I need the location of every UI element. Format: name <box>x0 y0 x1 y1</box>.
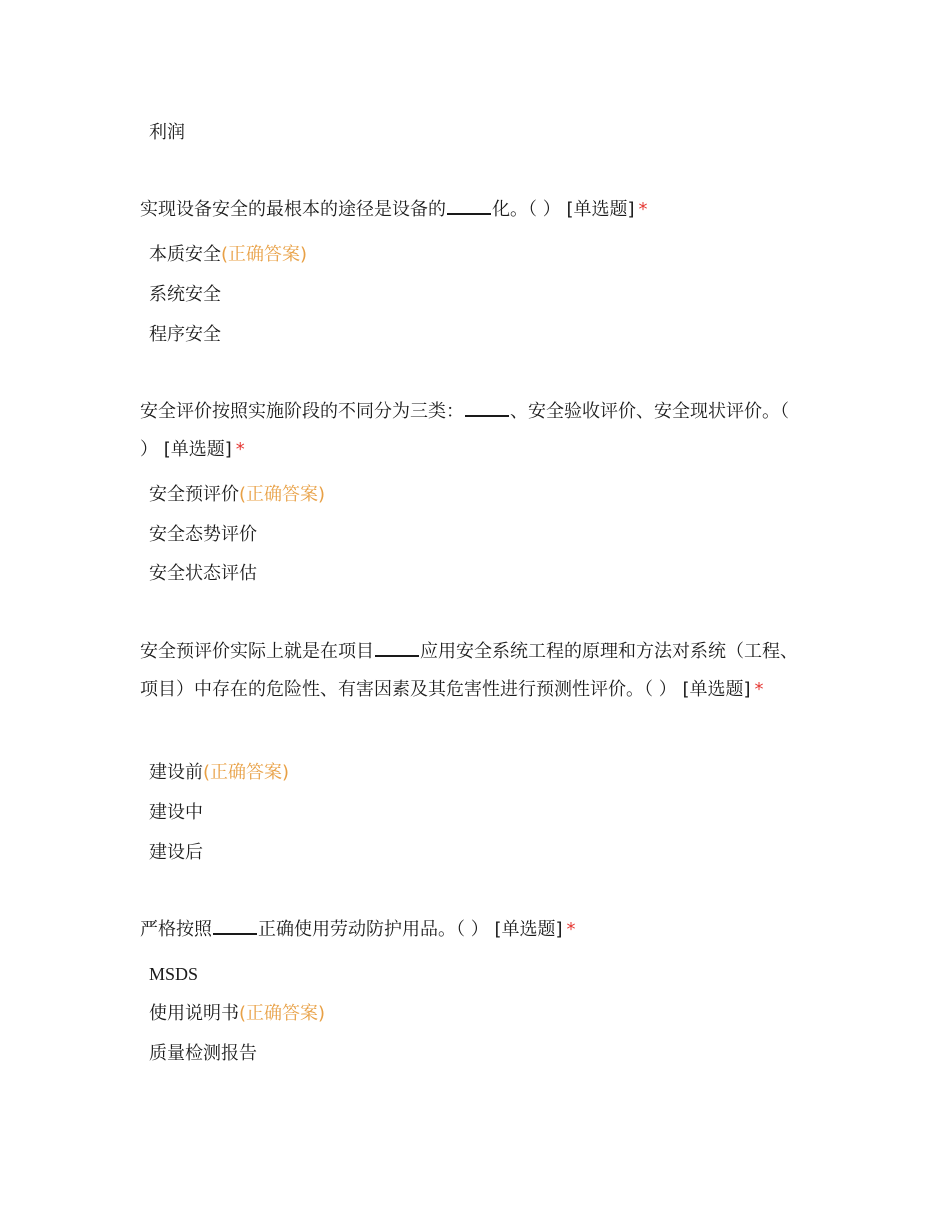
question-type-tag: [单选题] <box>494 919 563 940</box>
question-text-after: 正确使用劳动防护用品。（ ） <box>258 919 489 940</box>
question-type-tag: [单选题] <box>682 679 751 700</box>
option-label: MSDS <box>149 964 199 984</box>
question-type-tag: [单选题] <box>566 199 635 220</box>
option-item[interactable] <box>149 483 325 507</box>
option-label: 利润 <box>149 122 185 143</box>
option-label: 安全态势评价 <box>149 524 257 545</box>
option-item[interactable] <box>149 562 257 586</box>
option-label: 安全状态评估 <box>149 563 257 584</box>
option-label: 建设中 <box>149 802 203 823</box>
fill-blank <box>447 195 491 215</box>
required-marker: * <box>754 679 764 700</box>
option-item[interactable] <box>149 801 203 825</box>
option-label: 程序安全 <box>149 324 221 345</box>
question-text-after: 化。（ ） <box>492 199 561 220</box>
option-item[interactable] <box>149 1002 325 1026</box>
fill-blank <box>375 637 419 657</box>
question-text-after: 、安全验收评价、安全现状评价。（ ） <box>140 401 789 460</box>
option-label: 系统安全 <box>149 284 221 305</box>
option-label: 质量检测报告 <box>149 1043 257 1064</box>
question-title <box>140 393 800 469</box>
required-marker: * <box>638 199 648 220</box>
question-text-after: 应用安全系统工程的原理和方法对系统（工程、项目）中存在的危险性、有害因素及其危害性进行预测性评价。（ ） <box>140 641 798 700</box>
correct-answer-tag: (正确答案) <box>239 1003 326 1024</box>
option-item[interactable] <box>149 283 221 307</box>
option-item[interactable] <box>149 1042 257 1066</box>
option-label: 本质安全 <box>149 244 221 265</box>
question-title <box>140 191 800 229</box>
question-type-tag: [单选题] <box>163 439 232 460</box>
fill-blank <box>465 397 509 417</box>
question-text-before: 严格按照 <box>140 919 212 940</box>
question-title <box>140 911 800 949</box>
required-marker: * <box>566 919 576 940</box>
option-item[interactable] <box>149 841 203 865</box>
required-marker: * <box>235 439 245 460</box>
option-item[interactable] <box>149 243 307 267</box>
fill-blank <box>213 915 257 935</box>
question-text-before: 安全预评价实际上就是在项目 <box>140 641 374 662</box>
option-item[interactable] <box>149 523 257 547</box>
option-item[interactable] <box>149 323 221 347</box>
question-title <box>140 633 800 709</box>
option-label: 使用说明书 <box>149 1003 239 1024</box>
correct-answer-tag: (正确答案) <box>221 244 308 265</box>
option-item[interactable] <box>149 761 289 785</box>
option-label: 安全预评价 <box>149 484 239 505</box>
option-label: 建设前 <box>149 762 203 783</box>
correct-answer-tag: (正确答案) <box>239 484 326 505</box>
question-text-before: 安全评价按照实施阶段的不同分为三类： <box>140 401 464 422</box>
option-item[interactable] <box>149 962 198 986</box>
option-item[interactable] <box>149 121 185 145</box>
question-text-before: 实现设备安全的最根本的途径是设备的 <box>140 199 446 220</box>
option-label: 建设后 <box>149 842 203 863</box>
correct-answer-tag: (正确答案) <box>203 762 290 783</box>
